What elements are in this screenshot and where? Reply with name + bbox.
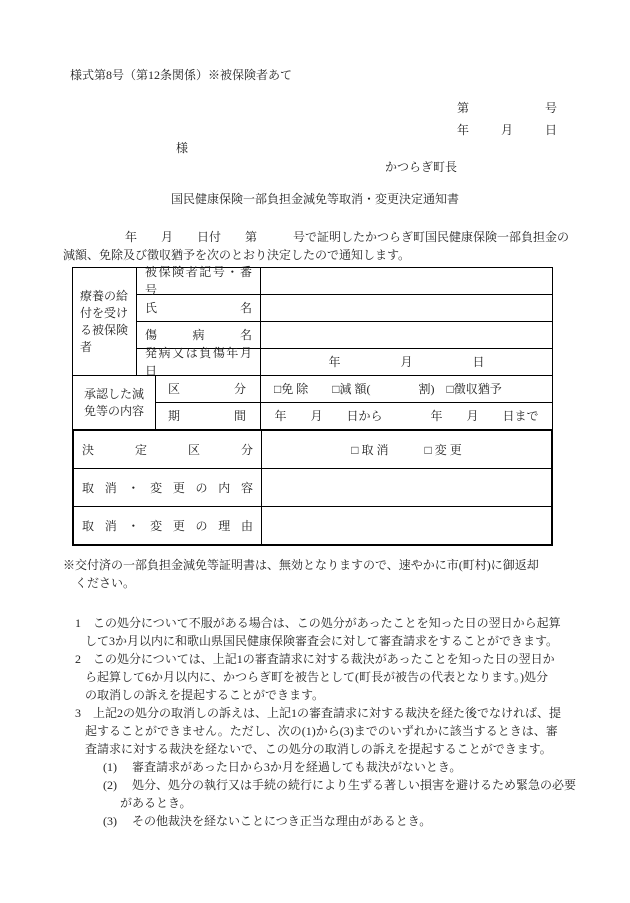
table-row <box>137 346 552 378</box>
change-reason-label-cell <box>74 507 262 544</box>
change-content-value <box>262 469 551 506</box>
category-options: □免 除 □減 額( 割) □徴収猶予 <box>274 382 502 396</box>
notice-line: 査請求に対する裁決を経ないで、この処分の取消しの訴えを提起することができます。 <box>85 742 552 756</box>
doc-number-line <box>457 99 557 117</box>
notice-line: 3 上記2の処分の取消しの訴えは、上記1の審査請求に対する裁決を経た後でなければ、提 <box>75 706 562 720</box>
period-label-cell <box>156 403 261 429</box>
onset-date-value: 年 月 日 <box>328 355 485 369</box>
notice-line: の取消しの訴えを提起することができます。 <box>85 688 325 702</box>
doc-number-suffix: 号 <box>544 101 557 115</box>
date-line <box>457 121 557 139</box>
notice-line: して3か月以内に和歌山県国民健康保険審査会に対して審査請求をすることができます。 <box>85 634 559 648</box>
decision-category-options: □ 取 消 □ 変 更 <box>351 442 462 457</box>
insured-group-label-cell <box>73 268 137 375</box>
period-label: 期間 <box>168 409 246 423</box>
page-title: 国民健康保険一部負担金減免等取消・変更決定通知書 <box>170 192 459 206</box>
notice-line: ら起算して6か月以内に、かつらぎ町を被告として(町長が被告の代表となります。)処分 <box>85 670 549 684</box>
insured-person-table <box>72 267 553 376</box>
table-row <box>74 507 551 544</box>
change-content-label-cell <box>74 469 262 506</box>
table-row <box>156 376 552 403</box>
category-label-cell <box>156 376 261 402</box>
table-row <box>137 265 552 297</box>
notice-line: (3) その他裁決を経ないことにつき正当な理由があるとき。 <box>103 814 432 828</box>
name-value <box>261 295 552 321</box>
name-label-cell <box>137 295 261 321</box>
intro-line-1: 年 月 日付 第 号で証明したかつらぎ町国民健康保険一部負担金の <box>125 230 570 244</box>
notice-line: があるとき。 <box>120 796 192 810</box>
period-value: 年 月 日から 年 月 日まで <box>274 409 539 423</box>
approved-group-label-cell <box>73 376 156 429</box>
table-row <box>74 431 551 469</box>
sender-name: かつらぎ町長 <box>385 160 458 174</box>
disease-value <box>261 322 552 348</box>
intro-line-2: 減額、免除及び徴収猶予を次のとおり決定したので通知します。 <box>63 248 411 262</box>
notice-line: (2) 処分、処分の執行又は手続の続行により生ずる著しい損害を避けるため緊急の必要 <box>103 778 576 792</box>
date-year-label: 年 <box>457 123 470 137</box>
onset-date-label: 発病又は負傷年月日 <box>145 346 252 378</box>
decision-category-label-cell <box>74 431 262 468</box>
decision-category-label: 決定区分 <box>82 442 253 457</box>
disease-label: 傷病名 <box>145 328 252 342</box>
name-label: 氏名 <box>145 301 252 315</box>
date-day-label: 日 <box>544 123 557 137</box>
change-reason-label: 取消・変更の理由 <box>82 518 253 533</box>
table-row <box>156 403 552 429</box>
insured-number-value <box>261 268 552 294</box>
decision-table <box>72 429 553 546</box>
category-label: 区分 <box>168 382 246 396</box>
approved-group-label: 承認した減免等の内容 <box>84 386 145 418</box>
form-number: 様式第8号（第12条関係）※被保険者あて <box>70 68 293 82</box>
appeal-notices <box>0 614 630 830</box>
change-content-label: 取消・変更の内容 <box>82 480 253 495</box>
onset-date-label-cell <box>137 346 261 378</box>
notice-line: 1 この処分について不服がある場合は、この処分があったことを知った日の翌日から起算 <box>75 616 561 630</box>
insured-number-label-cell <box>137 265 261 297</box>
insured-group-label: 療養の給付を受ける被保険者 <box>80 288 129 354</box>
notice-line: 2 この処分については、上記1の審査請求に対する裁決があったことを知った日の翌日か <box>75 652 555 666</box>
date-month-label: 月 <box>500 123 513 137</box>
return-note-line-1: ※交付済の一部負担金減免等証明書は、無効となりますので、速やかに市(町村)に御返却 <box>63 558 539 572</box>
table-row <box>137 295 552 322</box>
return-note-line-2: ください。 <box>75 576 136 590</box>
addressee-suffix: 様 <box>176 141 189 155</box>
table-row <box>74 469 551 507</box>
notice-line: (1) 審査請求があった日から3か月を経過しても裁決がないとき。 <box>103 760 462 774</box>
change-reason-value <box>262 507 551 544</box>
insured-number-label: 被保険者記号・番号 <box>145 265 252 297</box>
notice-line: 起することができません。ただし、次の(1)から(3)までのいずれかに該当するときは、審 <box>85 724 558 738</box>
doc-number-prefix: 第 <box>457 101 470 115</box>
approved-content-table <box>72 375 553 430</box>
